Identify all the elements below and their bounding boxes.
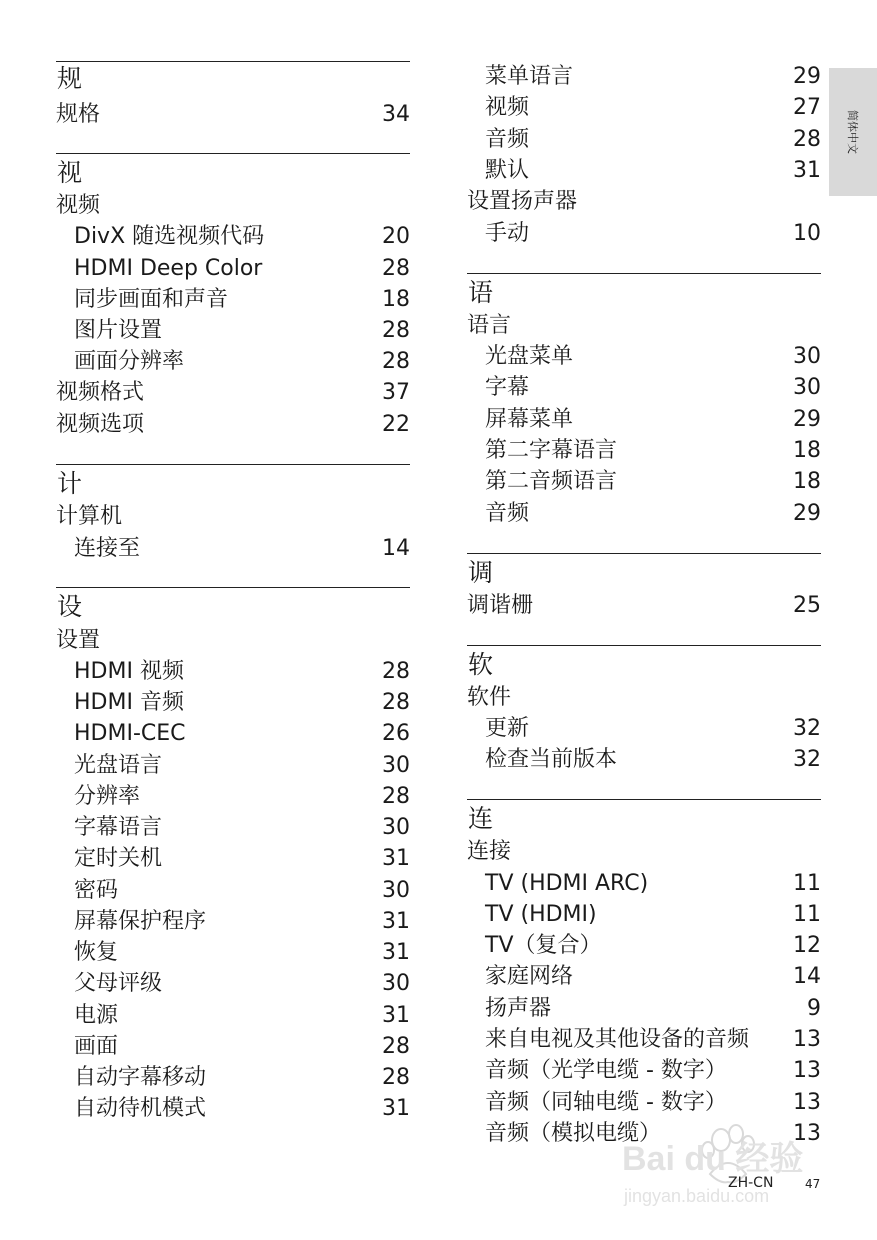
entry-label: TV (HDMI) <box>485 902 597 927</box>
section-letter: 计 <box>57 469 83 498</box>
entry-label: 软件 <box>467 685 512 710</box>
entry-label: 光盘语言 <box>74 753 163 778</box>
entry-label: 默认 <box>485 158 530 183</box>
index-section <box>56 61 410 127</box>
entry-page: 37 <box>382 380 410 405</box>
section-letter: 调 <box>468 558 494 587</box>
index-entry <box>56 1094 410 1124</box>
index-entry <box>56 1063 410 1093</box>
entry-label: 父母评级 <box>74 971 163 996</box>
entry-page: 28 <box>382 349 410 374</box>
entry-page: 28 <box>793 127 821 152</box>
section-letter: 视 <box>57 158 83 187</box>
entry-label: 分辨率 <box>74 784 141 809</box>
section-letter: 连 <box>468 804 494 833</box>
index-entry <box>56 285 410 315</box>
entry-page: 29 <box>793 501 821 526</box>
watermark-brand: Bai du 经验 <box>622 1140 804 1178</box>
index-entry <box>467 591 821 621</box>
entry-page: 28 <box>382 1034 410 1059</box>
index-entry <box>467 745 821 775</box>
entry-label: 屏幕保护程序 <box>74 909 207 934</box>
entry-label: 音频 <box>485 501 530 526</box>
entry-page: 9 <box>807 996 821 1021</box>
index-entry <box>56 969 410 999</box>
entry-page: 18 <box>382 287 410 312</box>
entry-label: TV (HDMI ARC) <box>485 871 649 896</box>
entry-page: 30 <box>382 753 410 778</box>
index-section <box>56 587 410 1121</box>
entry-label: 自动待机模式 <box>74 1096 207 1121</box>
entry-page: 31 <box>382 846 410 871</box>
index-entry <box>467 219 821 249</box>
language-side-tab <box>829 68 877 196</box>
entry-page: 30 <box>382 971 410 996</box>
index-entry <box>56 347 410 377</box>
index-entry <box>467 499 821 529</box>
entry-page: 30 <box>793 375 821 400</box>
entry-label: 画面分辨率 <box>74 349 185 374</box>
index-entry <box>467 900 821 930</box>
entry-label: 同步画面和声音 <box>74 287 229 312</box>
entry-label: 电源 <box>74 1003 119 1028</box>
entry-page: 30 <box>793 344 821 369</box>
entry-page: 28 <box>382 1065 410 1090</box>
entry-label: 视频 <box>56 193 101 218</box>
section-letter: 设 <box>57 592 83 621</box>
index-entry <box>467 125 821 155</box>
index-entry <box>56 938 410 968</box>
entry-label: 音频（光学电缆 - 数字） <box>485 1058 727 1083</box>
entry-label: 调谐栅 <box>467 593 534 618</box>
index-entry <box>56 626 410 656</box>
section-letter: 规 <box>57 64 83 93</box>
section-letter: 软 <box>468 650 494 679</box>
side-tab-label: 简体中文 <box>846 110 859 154</box>
entry-label: 密码 <box>74 878 119 903</box>
entry-page: 30 <box>382 815 410 840</box>
index-entry <box>56 782 410 812</box>
entry-page: 13 <box>793 1090 821 1115</box>
index-entry <box>467 962 821 992</box>
entry-page: 32 <box>793 747 821 772</box>
entry-page: 31 <box>382 1003 410 1028</box>
index-entry <box>56 254 410 284</box>
index-entry <box>56 378 410 408</box>
entry-page: 28 <box>382 784 410 809</box>
entry-label: 光盘菜单 <box>485 344 574 369</box>
entry-page: 28 <box>382 690 410 715</box>
footer-language-code: ZH-CN <box>728 1175 774 1191</box>
entry-label: 屏幕菜单 <box>485 407 574 432</box>
entry-page: 31 <box>382 909 410 934</box>
index-section <box>467 553 821 618</box>
entry-page: 10 <box>793 221 821 246</box>
entry-page: 18 <box>793 469 821 494</box>
entry-label: 扬声器 <box>485 996 552 1021</box>
entry-label: 第二音频语言 <box>485 469 618 494</box>
entry-page: 28 <box>382 659 410 684</box>
entry-label: 自动字幕移动 <box>74 1065 207 1090</box>
entry-label: 连接 <box>467 839 512 864</box>
section-letter: 语 <box>468 278 494 307</box>
index-entry <box>467 342 821 372</box>
entry-page: 13 <box>793 1027 821 1052</box>
entry-label: 定时关机 <box>74 846 163 871</box>
index-entry <box>56 688 410 718</box>
entry-page: 22 <box>382 412 410 437</box>
entry-label: 更新 <box>485 716 530 741</box>
index-section <box>467 799 821 1146</box>
entry-label: 检查当前版本 <box>485 747 618 772</box>
index-entry <box>467 187 821 217</box>
entry-label: 画面 <box>74 1034 119 1059</box>
entry-label: 规格 <box>56 102 101 127</box>
index-entry <box>467 869 821 899</box>
entry-label: 字幕语言 <box>74 815 163 840</box>
index-section <box>56 464 410 561</box>
index-entry <box>467 467 821 497</box>
index-section <box>467 645 821 772</box>
index-entry <box>467 156 821 186</box>
entry-label: 连接至 <box>74 536 141 561</box>
entry-page: 32 <box>793 716 821 741</box>
index-entry <box>56 534 410 564</box>
entry-label: 语言 <box>467 313 512 338</box>
index-entry <box>467 931 821 961</box>
index-entry <box>56 751 410 781</box>
entry-label: 视频 <box>485 95 530 120</box>
index-entry <box>56 813 410 843</box>
index-entry <box>56 844 410 874</box>
index-entry <box>56 316 410 346</box>
entry-page: 14 <box>382 536 410 561</box>
entry-label: 音频（模拟电缆） <box>485 1121 662 1146</box>
index-entry <box>467 373 821 403</box>
entry-label: 设置 <box>56 628 101 653</box>
entry-label: 菜单语言 <box>485 64 574 89</box>
entry-page: 29 <box>793 64 821 89</box>
entry-page: 30 <box>382 878 410 903</box>
entry-label: 音频（同轴电缆 - 数字） <box>485 1090 727 1115</box>
entry-page: 27 <box>793 95 821 120</box>
index-entry <box>467 311 821 341</box>
entry-page: 26 <box>382 721 410 746</box>
entry-page: 34 <box>382 102 410 127</box>
index-entry <box>467 1056 821 1086</box>
entry-page: 11 <box>793 902 821 927</box>
index-entry <box>56 907 410 937</box>
index-entry <box>56 719 410 749</box>
entry-label: HDMI 视频 <box>74 659 184 684</box>
entry-label: 计算机 <box>56 504 123 529</box>
entry-label: HDMI 音频 <box>74 690 184 715</box>
index-section <box>56 153 410 437</box>
entry-page: 13 <box>793 1058 821 1083</box>
footer-page-number: 47 <box>805 1177 821 1191</box>
entry-label: 视频格式 <box>56 380 145 405</box>
index-entry <box>56 222 410 252</box>
entry-page: 14 <box>793 964 821 989</box>
entry-page: 12 <box>793 933 821 958</box>
index-entry <box>56 1032 410 1062</box>
index-entry <box>56 410 410 440</box>
entry-page: 28 <box>382 256 410 281</box>
index-entry <box>467 405 821 435</box>
entry-label: 第二字幕语言 <box>485 438 618 463</box>
index-entry <box>467 683 821 713</box>
index-entry <box>56 100 410 130</box>
index-entry <box>56 502 410 532</box>
entry-page: 13 <box>793 1121 821 1146</box>
entry-page: 31 <box>382 940 410 965</box>
entry-page: 31 <box>793 158 821 183</box>
entry-page: 18 <box>793 438 821 463</box>
entry-label: 视频选项 <box>56 412 145 437</box>
entry-label: 图片设置 <box>74 318 163 343</box>
entry-page: 31 <box>382 1096 410 1121</box>
index-entry <box>467 436 821 466</box>
entry-label: 设置扬声器 <box>467 189 578 214</box>
index-entry <box>56 657 410 687</box>
entry-page: 11 <box>793 871 821 896</box>
index-entry <box>56 1001 410 1031</box>
entry-page: 29 <box>793 407 821 432</box>
entry-label: 音频 <box>485 127 530 152</box>
entry-page: 28 <box>382 318 410 343</box>
entry-label: 来自电视及其他设备的音频 <box>485 1027 750 1052</box>
entry-label: HDMI Deep Color <box>74 256 263 281</box>
entry-label: 手动 <box>485 221 530 246</box>
entry-label: 家庭网络 <box>485 964 574 989</box>
entry-page: 25 <box>793 593 821 618</box>
baidu-jingyan-watermark <box>618 1112 823 1207</box>
index-entry <box>467 714 821 744</box>
index-entry <box>467 1025 821 1055</box>
index-entry <box>467 994 821 1024</box>
index-entry <box>56 191 410 221</box>
entry-label: 字幕 <box>485 375 530 400</box>
entry-label: HDMI-CEC <box>74 721 186 746</box>
entry-label: 恢复 <box>74 940 119 965</box>
watermark-url: jingyan.baidu.com <box>624 1186 770 1206</box>
index-entry <box>467 837 821 867</box>
entry-page: 20 <box>382 224 410 249</box>
entry-label: TV（复合） <box>485 933 602 958</box>
index-entry <box>56 876 410 906</box>
index-section <box>467 273 821 526</box>
index-entry <box>467 62 821 92</box>
index-entry <box>467 93 821 123</box>
entry-label: DivX 随选视频代码 <box>74 224 265 249</box>
